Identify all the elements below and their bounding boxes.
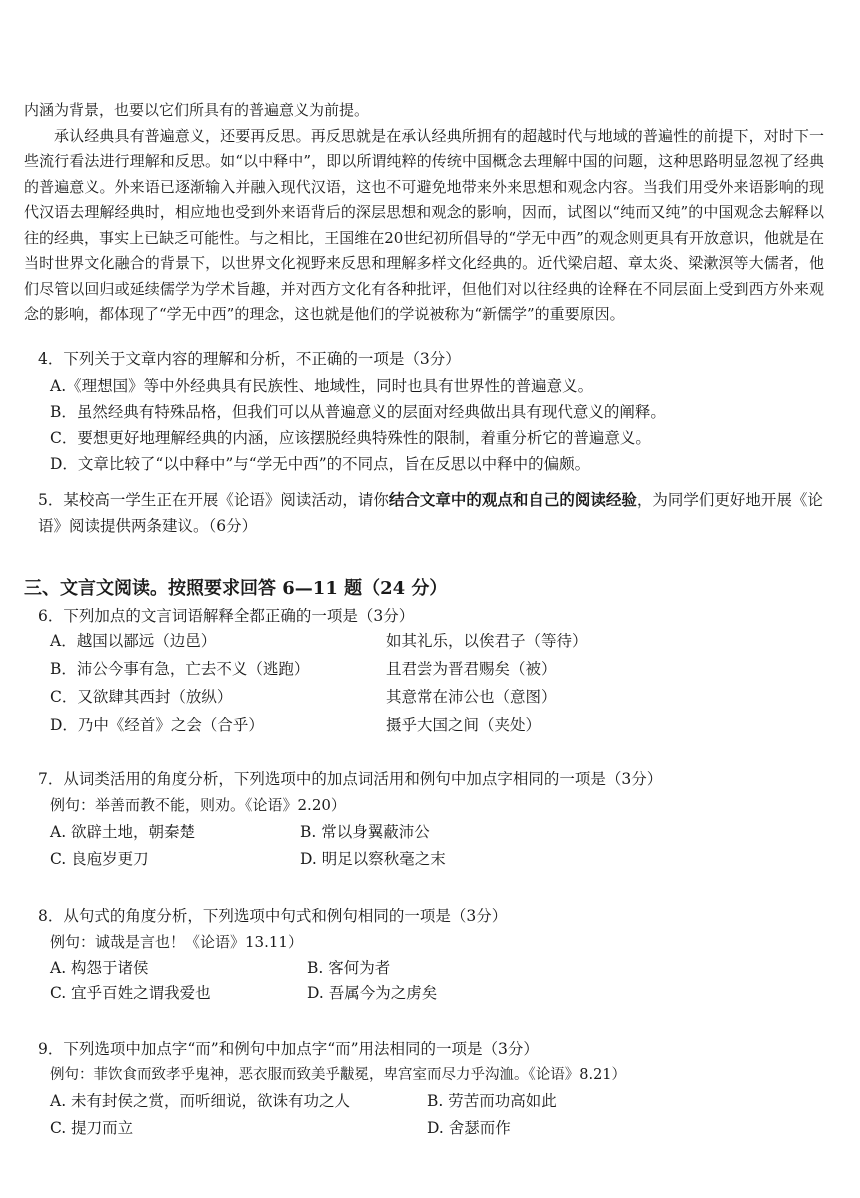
question-9-stem: 9．下列选项中加点字“而”和例句中加点字“而”用法相同的一项是（3分） (38, 1040, 539, 1058)
question-4-option-b: B．虽然经典有特殊品格，但我们可以从普遍意义的层面对经典做出具有现代意义的阐释。 (50, 403, 666, 421)
question-7-option-b: B. 常以身翼蔽沛公 (300, 823, 430, 841)
question-9-example: 例句：菲饮食而致孝乎鬼神，恶衣服而致美乎黻冕，卑宫室而尽力乎沟洫。《论语》8.21） (50, 1067, 627, 1083)
question-7-option-c: C. 良庖岁更刀 (50, 850, 149, 868)
question-8-example: 例句：诚哉是言也！《论语》13.11） (50, 933, 303, 951)
question-6-stem: 6．下列加点的文言词语解释全都正确的一项是（3分） (38, 607, 415, 625)
question-6-option-d-right: 摄乎大国之间（夹处） (386, 716, 542, 734)
question-5-text-start: 5．某校高一学生正在开展《论语》阅读活动，请你 (38, 491, 389, 509)
question-7-option-a: A. 欲辟土地，朝秦楚 (50, 823, 196, 841)
question-8-option-d: D. 吾属今为之虏矣 (307, 984, 438, 1002)
question-8-stem: 8．从句式的角度分析，下列选项中句式和例句相同的一项是（3分） (38, 907, 508, 925)
question-5 (38, 487, 828, 539)
question-6-option-c-right: 其意常在沛公也（意图） (386, 688, 557, 706)
question-4-option-a: A.《理想国》等中外经典具有民族性、地域性，同时也具有世界性的普遍意义。 (50, 377, 594, 395)
question-9-option-c: C. 提刀而立 (50, 1119, 134, 1137)
question-6-option-a-left: A．越国以鄙远（边邑） (50, 632, 217, 650)
question-5-text-end: ，为同学们更好地开展《论语》阅读提供两条建议。（6分） (38, 491, 823, 535)
question-7-stem: 7．从词类活用的角度分析，下列选项中的加点词活用和例句中加点字相同的一项是（3分） (38, 770, 663, 788)
question-8-option-a: A. 构怨于诸侯 (50, 959, 149, 977)
question-6-option-b-right: 且君尝为晋君赐矣（被） (386, 660, 557, 678)
section-3-title: 三、文言文阅读。按照要求回答 6—11 题（24 分） (24, 578, 448, 599)
question-6-option-a-right: 如其礼乐，以俟君子（等待） (386, 632, 588, 650)
question-9-option-b: B. 劳苦而功高如此 (427, 1092, 557, 1110)
question-8-option-b: B. 客何为者 (307, 959, 391, 977)
question-5-emphasis: 结合文章中的观点和自己的阅读经验 (388, 490, 637, 509)
question-4-option-c: C．要想更好地理解经典的内涵，应该摆脱经典特殊性的限制，着重分析它的普遍意义。 (50, 429, 651, 447)
question-6-option-d-left: D．乃中《经首》之会（合乎） (50, 716, 264, 734)
question-6-option-c-left: C．又欲肆其西封（放纵） (50, 688, 233, 706)
question-9-option-a: A. 未有封侯之赏，而听细说，欲诛有功之人 (50, 1092, 351, 1110)
question-7-option-d: D. 明足以察秋毫之末 (300, 850, 446, 868)
question-6-option-b-left: B．沛公今事有急，亡去不义（逃跑） (50, 660, 310, 678)
question-9-option-d: D. 舍瑟而作 (427, 1119, 511, 1137)
question-7-example: 例句：举善而教不能，则劝。《论语》2.20） (50, 796, 346, 814)
question-8-option-c: C. 宜乎百姓之谓我爱也 (50, 984, 211, 1002)
passage-paragraph-1: 内涵为背景，也要以它们所具有的普遍意义为前提。 (24, 101, 370, 119)
reading-passage (24, 98, 824, 328)
question-4-option-d: D．文章比较了“以中释中”与“学无中西”的不同点，旨在反思以中释中的偏颇。 (50, 455, 591, 473)
question-4-stem: 4．下列关于文章内容的理解和分析，不正确的一项是（3分） (38, 350, 461, 368)
passage-paragraph-2: 承认经典具有普遍意义，还要再反思。再反思就是在承认经典所拥有的超越时代与地域的普遍性的前提下，对时下一些流行看法进行理解和反思。如“以中释中”，即以所谓纯粹的传统中国概念去理解中国的问题，这种思路明显忽视了经典的普遍意义。外来语已逐渐输入并融入现代汉语，这也不可避免地带来外来思想和观念内容。当我们用受外来语影响的现代汉语去理解经典时，相应地也受到外来语背后的深层思想和观念的影响，因而，试图以“纯而又纯”的中国观念去解释以往的经典，事实上已缺乏可能性。与之相比，王国维在20世纪初所倡导的“学无中西”的观念则更具有开放意识，他就是在当时世界文化融合的背景下，以世界文化视野来反思和理解多样文化经典的。近代梁启超、章太炎、梁漱溟等大儒者，他们尽管以回归或延续儒学为学术旨趣，并对西方文化有各种批评，但他们对以往经典的诠释在不同层面上受到西方外来观念的影响，都体现了“学无中西”的理念，这也就是他们的学说被称为“新儒学”的重要原因。 (24, 126, 824, 323)
